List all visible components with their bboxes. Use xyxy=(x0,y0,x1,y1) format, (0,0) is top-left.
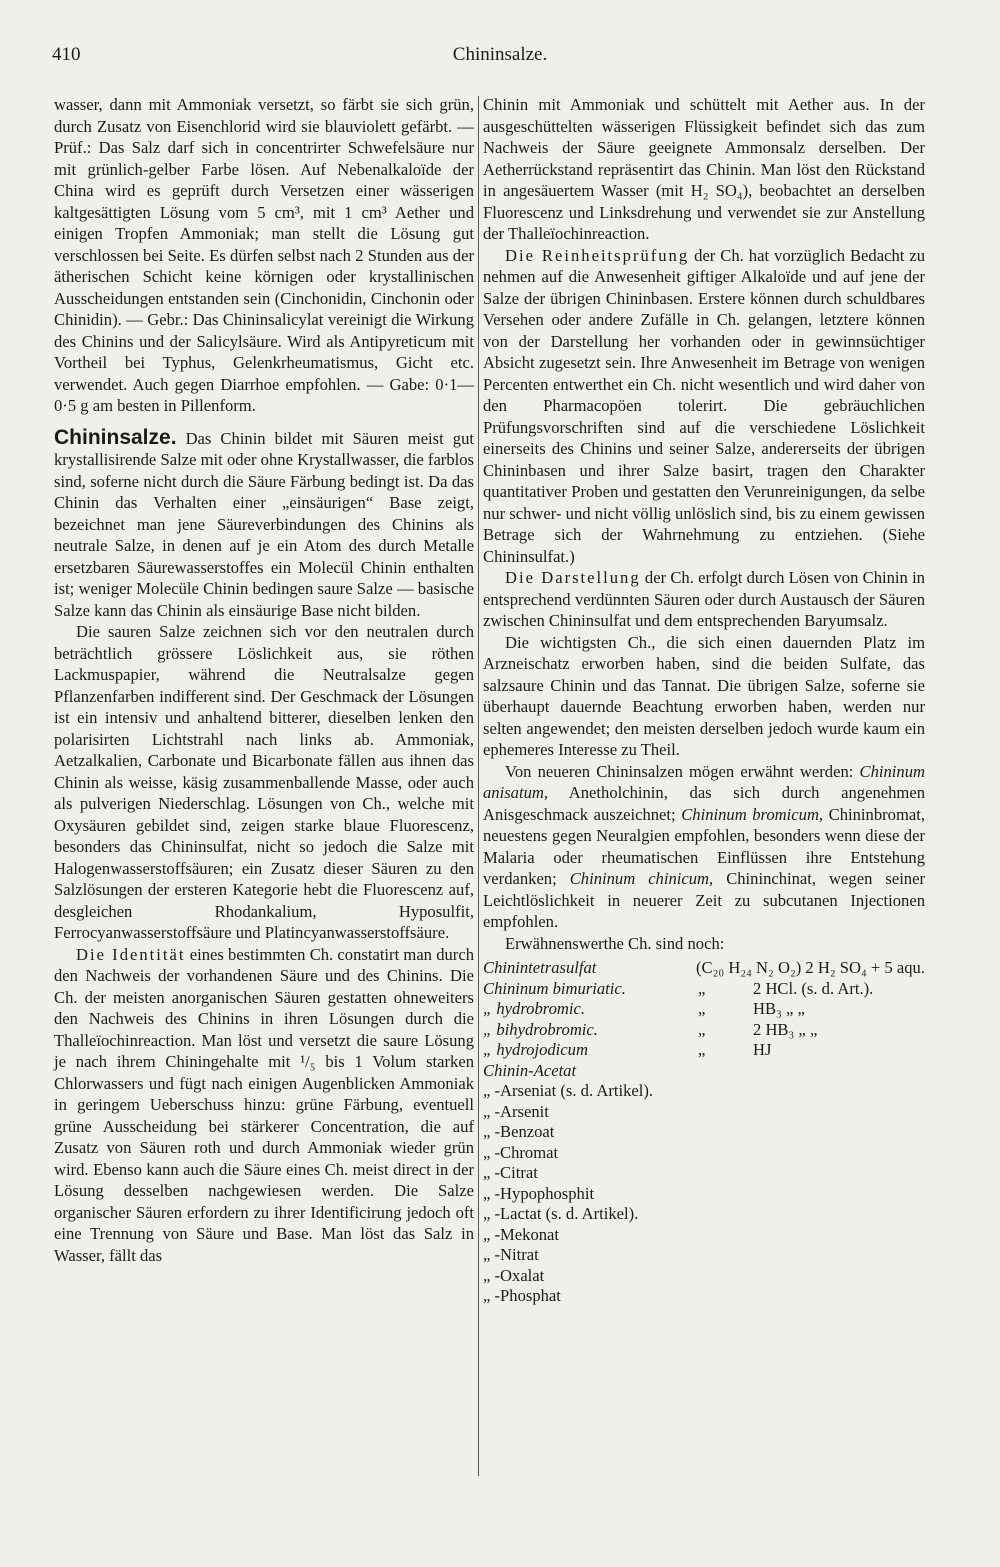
table-row xyxy=(483,958,925,979)
left-column xyxy=(54,94,474,1266)
ditto-mark: „ xyxy=(698,1040,706,1059)
spaced-term: Die Reinheitsprüfung xyxy=(505,245,690,265)
salt-name: „ hydrobromic. xyxy=(483,999,586,1018)
list-item: „ -Arseniat (s. d. Artikel). xyxy=(483,1081,654,1100)
list-item: „ -Hypophosphit xyxy=(483,1183,595,1203)
ditto-mark: „ xyxy=(698,1019,706,1039)
paragraph xyxy=(483,245,925,568)
column-divider xyxy=(478,96,479,1476)
list-item: „ -Benzoat xyxy=(483,1122,555,1141)
salt-formula: HJ xyxy=(753,1040,772,1059)
paragraph-text: der Ch. erfolgt durch Lösen von Chinin in entsprechend verdünnten Säuren oder durch Austausch der Säuren zwischen Chininsulfat und dem entsprechenden Baryumsalz. xyxy=(483,568,925,630)
latin-term: Chininum bromicum, xyxy=(681,804,824,824)
salt-name: Chinintetrasulfat xyxy=(483,958,597,977)
paragraph: Die sauren Salze zeichnen sich vor den neutralen durch beträchtlich grössere Löslichkeit aus, sie röthen Lackmuspapier, während die Neutralsalze gegen Pflanzenfarben indifferent sind. Der Geschmack der Lösungen ist ein intensiv und anhaltend bitterer, dieselben lenken den polarisirten Lichtstrahl nach links ab. Ammoniak, Aetzalkalien, Carbonate und Bicarbonate fällen aus ihnen das Chinin als weisse, käsig zusammenballende Masse, oder auch als pulverigen Niederschlag. Lösungen von Ch., welche mit Oxysäuren gebildet sind, zeigen starke blaue Fluorescenz, besonders das Chininsulfat, nicht so jedoch die Salze mit Halogenwasserstoffsäuren; ein Zusatz dieser Säuren zu den Salzlösungen der ersteren Kategorie hebt die Fluorescenz auf, desgleichen Rhodankalium, Hyposulfit, Ferrocyanwasserstoffsäure und Platincyanwasserstoffsäure. xyxy=(54,622,474,942)
latin-term: Chininum anisatum, xyxy=(483,761,925,802)
paragraph xyxy=(483,567,925,632)
latin-term: Chininum chinicum, xyxy=(569,869,714,888)
salt-formula: HB₃ „ „ xyxy=(753,999,805,1018)
salt-formula: 2 HB₃ „ „ xyxy=(753,1019,818,1039)
section-paragraph xyxy=(54,427,474,622)
page-header xyxy=(0,30,1000,70)
list-item: „ -Nitrat xyxy=(483,1245,539,1264)
paragraph xyxy=(483,761,925,933)
spaced-term: Die Identität xyxy=(76,944,186,964)
paragraph-text: Anetholchinin, das sich durch angenehmen Anisgeschmack auszeichnet; xyxy=(483,783,926,824)
spaced-term: Die Darstellung xyxy=(505,568,641,587)
salt-name: Chininum bimuriatic. xyxy=(483,978,626,998)
ditto-mark xyxy=(653,958,696,979)
salt-formula: (C₂₀ H₂₄ N₂ O₂) 2 H₂ SO₄ + 5 aqu. xyxy=(696,958,925,977)
salt-name: „ hydrojodicum xyxy=(483,1040,588,1059)
ditto-mark: „ xyxy=(698,978,706,998)
paragraph-text: Von neueren Chininsalzen mögen erwähnt werden: xyxy=(505,761,854,781)
acetat-title: Chinin-Acetat xyxy=(483,1060,577,1080)
table-row xyxy=(483,1040,925,1061)
paragraph-text: Chininbromat, neuestens gegen Neuralgien empfohlen, besonders wenn diese der Malaria oder rheumatischen Einflüssen ihre Entstehung verdanken; xyxy=(483,804,925,888)
paragraph xyxy=(54,944,474,1267)
table-row xyxy=(483,1020,925,1041)
paragraph-text: Chininchinat, wegen seiner Leichtlöslichkeit in neuerer Zeit zu subcutanen Injectionen empfohlen. xyxy=(483,869,925,931)
list-item: „ -Lactat (s. d. Artikel). xyxy=(483,1204,639,1223)
paragraph: wasser, dann mit Ammoniak versetzt, so färbt sie sich grün, durch Zusatz von Eisenchlorid wird sie blauviolett gefärbt. — Prüf.: Das Salz darf sich in concentrirter Schwefelsäure nur mit grünlich-gelber Farbe lösen. Auf Nebenalkaloïde der China wird es geprüft durch Versetzen einer wässerigen kaltgesättigten Lösung vom 5 cm³, mit 1 cm³ Aether und einigen Tropfen Ammoniak; man stellt die Lösung gut verschlossen bei Seite. Es dürfen selbst nach 2 Stunden aus der ätherischen Schicht keine körnigen oder krystallinischen Ausscheidungen entstanden sein (Cinchonidin, Cinchonin oder Chinidin). — Gebr.: Das Chininsalicylat vereinigt die Wirkung des Chinins und der Salicylsäure. Wird als Antipyreticum mit Vortheil bei Typhus, Gelenkrheumatismus, Gicht etc. verwendet. Auch gegen Diarrhoe empfohlen. — Gabe: 0·1—0·5 g am besten in Pillenform. xyxy=(54,95,474,415)
page-number: 410 xyxy=(52,44,81,65)
list-item: „ -Phosphat xyxy=(483,1286,561,1305)
salts-table xyxy=(483,958,925,1061)
salt-formula: 2 HCl. (s. d. Art.). xyxy=(753,978,874,998)
right-column xyxy=(483,94,925,1307)
paragraph: Chinin mit Ammoniak und schüttelt mit Aether aus. In der ausgeschüttelten wässerigen Flüssigkeit befindet sich das zum Nachweis der Säure geeignete Ammonsalz derselben. Der Aetherrückstand repräsentirt das Chinin. Man löst den Rückstand in angesäuertem Wasser (mit H₂ SO₄), beobachtet an derselben Fluorescenz und Linksdrehung und verwendet sie zur Anstellung der Thalleïochinreaction. xyxy=(483,95,925,243)
ditto-mark: „ xyxy=(698,999,706,1018)
list-item: „ -Citrat xyxy=(483,1163,538,1182)
list-item: „ -Chromat xyxy=(483,1142,559,1162)
list-item: „ -Arsenit xyxy=(483,1101,549,1121)
acetat-list xyxy=(483,1061,925,1307)
paragraph-text: eines bestimmten Ch. constatirt man durch den Nachweis der vorhandenen Säure und des Chinins. Die Ch. der meisten anorganischen Säuren gestatten ohneweiters den Nachweis des Chinins in ihren Lösungen durch die Thalleïochinreaction. Man löst und versetzt die saure Lösung je nach ihrem Chiningehalte mit ¹/₅ bis 1 Volum starken Chlorwassers und fügt nach einigen Augenblicken Ammoniak in geringem Ueberschuss hinzu: grüne Färbung, eventuell grüne Ausscheidung bei stärkerer Concentration, die auf Zusatz von Säuren roth und durch Ammoniak wieder grün wird. Ebenso kann auch die Säure eines Ch. meist direct in der Lösung desselben nachgewiesen werden. Die Salze organischer Säuren erfordern zu ihrer Identificirung jedoch oft eine Trennung von Säure und Base. Man löst das Salz in Wasser, fällt das xyxy=(54,944,474,1265)
paragraph-text: der Ch. hat vorzüglich Bedacht zu nehmen auf die Anwesenheit giftiger Alkaloïde und auf jene der Salze der übrigen Chininbasen. Erstere können durch schuldbares Versehen oder andere Zufälle in Ch. gelangen, letztere können von der Darstellung her vorhanden oder in gewinnsüchtiger Absicht zugesetzt sein. Ihre Anwesenheit im Betrage von wenigen Percenten entwerthet ein Ch. nicht wesentlich und wird daher von den Pharmacopöen tolerirt. Die gebräuchlichen Prüfungsvorschriften sind auf die verschiedene Löslichkeit einerseits des Chinins und seiner Salze, andererseits der übrigen Chininbasen und ihrer Salze basirt, tragen den Charakter quantitativer Proben und gestatten den Verunreinigungen, da selbe nur schwer- und nicht völlig unlöslich sind, bis zu einem gewissen Betrage sich der Wahrnehmung zu entziehen. (Siehe Chininsulfat.) xyxy=(483,245,925,566)
list-item: „ -Mekonat xyxy=(483,1224,560,1244)
paragraph-text: Das Chinin bildet mit Säuren meist gut krystallisirende Salze mit oder ohne Krystallwasser, die farblos sind, soferne nicht durch die Säure Färbung bedingt ist. Da das Chinin das Verhalten einer „einsäurigen“ Base zeigt, bezeichnet man jene Säureverbindungen des Chinins als neutrale Salze, in denen auf je ein Atom des durch Metalle ersetzbaren Säurewasserstoffes ein Molecül Chinin enthalten ist; weniger Molecüle Chinin bedingen saure Salze — basische Salze kann das Chinin als einsäurige Base nicht bilden. xyxy=(54,428,474,620)
paragraph: Erwähnenswerthe Ch. sind noch: xyxy=(505,933,725,953)
table-row xyxy=(483,979,925,1000)
section-heading: Chininsalze. xyxy=(54,425,177,449)
list-item: „ -Oxalat xyxy=(483,1265,545,1285)
salt-name: „ bihydrobromic. xyxy=(483,1019,598,1039)
table-row xyxy=(483,999,925,1020)
paragraph: Die wichtigsten Ch., die sich einen dauernden Platz im Arzneischatz erworben haben, sind die beiden Sulfate, das salzsaure Chinin und das Tannat. Die übrigen Salze, soferne sie überhaupt dauernde Beachtung erworben haben, werden nur selten angewendet; den meisten derselben jedoch wurde kaum ein ephemeres Interesse zu Theil. xyxy=(483,632,925,759)
running-title: Chininsalze. xyxy=(452,44,548,65)
